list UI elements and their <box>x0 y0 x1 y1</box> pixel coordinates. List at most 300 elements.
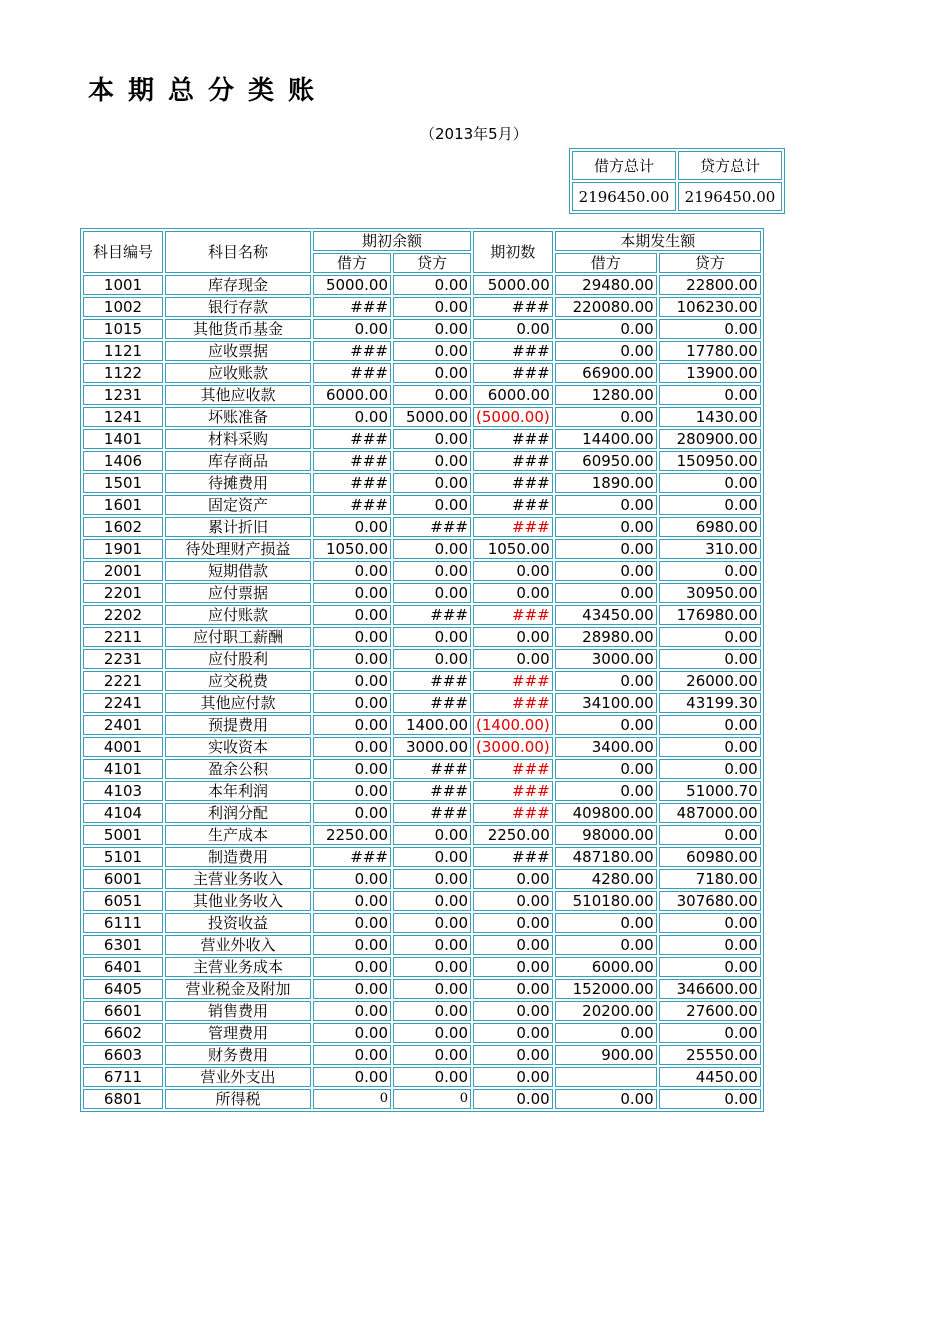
cell-period-credit[interactable]: 7180.00 <box>659 869 761 889</box>
cell-code[interactable]: 2211 <box>83 627 163 647</box>
period-subtitle: （2013年5月） <box>420 125 528 143</box>
cell-period-credit[interactable]: 0.00 <box>659 913 761 933</box>
cell-opening[interactable]: ### <box>473 451 553 471</box>
cell-opening[interactable]: 0.00 <box>473 935 553 955</box>
cell-code[interactable]: 1001 <box>83 275 163 295</box>
cell-ob-debit[interactable]: ### <box>313 429 391 449</box>
cell-period-debit[interactable]: 60950.00 <box>555 451 657 471</box>
cell-period-debit[interactable]: 0.00 <box>555 913 657 933</box>
cell-code[interactable]: 2231 <box>83 649 163 669</box>
cell-name[interactable]: 营业外收入 <box>165 935 311 955</box>
cell-code[interactable]: 6801 <box>83 1089 163 1109</box>
cell-ob-debit[interactable]: ### <box>313 847 391 867</box>
cell-period-debit[interactable]: 34100.00 <box>555 693 657 713</box>
cell-code[interactable]: 6111 <box>83 913 163 933</box>
cell-name[interactable]: 坏账准备 <box>165 407 311 427</box>
cell-period-debit[interactable]: 0.00 <box>555 671 657 691</box>
cell-opening[interactable]: ### <box>473 693 553 713</box>
cell-ob-credit[interactable]: ### <box>393 781 471 801</box>
cell-ob-credit[interactable]: 0.00 <box>393 891 471 911</box>
table-row <box>83 715 761 735</box>
cell-ob-debit[interactable]: 0.00 <box>313 781 391 801</box>
cell-ob-credit[interactable]: 0.00 <box>393 1023 471 1043</box>
table-row <box>83 825 761 845</box>
cell-opening[interactable]: 0.00 <box>473 1001 553 1021</box>
table-row <box>83 1067 761 1087</box>
cell-name[interactable]: 待摊费用 <box>165 473 311 493</box>
cell-name[interactable]: 财务费用 <box>165 1045 311 1065</box>
cell-opening[interactable]: ### <box>473 363 553 383</box>
cell-opening[interactable]: 0.00 <box>473 869 553 889</box>
cell-period-credit[interactable]: 0.00 <box>659 473 761 493</box>
cell-code[interactable]: 6401 <box>83 957 163 977</box>
cell-name[interactable]: 应收票据 <box>165 341 311 361</box>
cell-period-debit[interactable]: 0.00 <box>555 539 657 559</box>
cell-ob-credit[interactable]: ### <box>393 693 471 713</box>
cell-code[interactable]: 2202 <box>83 605 163 625</box>
cell-name[interactable]: 库存商品 <box>165 451 311 471</box>
cell-period-debit[interactable]: 66900.00 <box>555 363 657 383</box>
cell-name[interactable]: 盈余公积 <box>165 759 311 779</box>
table-row <box>83 671 761 691</box>
table-row <box>83 737 761 757</box>
cell-period-credit[interactable]: 176980.00 <box>659 605 761 625</box>
cell-opening[interactable]: ### <box>473 429 553 449</box>
cell-period-credit[interactable]: 487000.00 <box>659 803 761 823</box>
cell-period-debit[interactable]: 0.00 <box>555 1023 657 1043</box>
cell-period-debit[interactable]: 0.00 <box>555 495 657 515</box>
cell-opening[interactable]: ### <box>473 781 553 801</box>
cell-period-debit[interactable]: 0.00 <box>555 583 657 603</box>
cell-ob-credit[interactable]: 5000.00 <box>393 407 471 427</box>
cell-ob-debit[interactable]: 0.00 <box>313 737 391 757</box>
cell-period-credit[interactable]: 60980.00 <box>659 847 761 867</box>
table-row <box>83 957 761 977</box>
cell-name[interactable]: 投资收益 <box>165 913 311 933</box>
cell-ob-credit[interactable]: 0.00 <box>393 275 471 295</box>
cell-name[interactable]: 短期借款 <box>165 561 311 581</box>
cell-ob-credit[interactable]: 0.00 <box>393 979 471 999</box>
cell-opening[interactable]: ### <box>473 759 553 779</box>
cell-ob-debit[interactable]: 5000.00 <box>313 275 391 295</box>
cell-period-credit[interactable]: 30950.00 <box>659 583 761 603</box>
cell-opening[interactable]: ### <box>473 803 553 823</box>
cell-code[interactable]: 4001 <box>83 737 163 757</box>
cell-code[interactable]: 1002 <box>83 297 163 317</box>
cell-code[interactable]: 1406 <box>83 451 163 471</box>
cell-period-credit[interactable]: 307680.00 <box>659 891 761 911</box>
cell-period-debit[interactable]: 43450.00 <box>555 605 657 625</box>
cell-ob-credit[interactable]: 0.00 <box>393 429 471 449</box>
cell-ob-debit[interactable]: 6000.00 <box>313 385 391 405</box>
cell-period-credit[interactable]: 1430.00 <box>659 407 761 427</box>
cell-code[interactable]: 2221 <box>83 671 163 691</box>
cell-ob-credit[interactable]: 0.00 <box>393 847 471 867</box>
cell-ob-credit[interactable]: ### <box>393 759 471 779</box>
cell-opening[interactable]: 0.00 <box>473 957 553 977</box>
cell-opening[interactable]: 0.00 <box>473 979 553 999</box>
cell-ob-credit[interactable]: 0.00 <box>393 363 471 383</box>
cell-period-debit[interactable]: 14400.00 <box>555 429 657 449</box>
cell-opening[interactable]: 0.00 <box>473 891 553 911</box>
cell-ob-debit[interactable]: 0.00 <box>313 935 391 955</box>
cell-name[interactable]: 累计折旧 <box>165 517 311 537</box>
cell-ob-debit[interactable]: 0.00 <box>313 913 391 933</box>
cell-name[interactable]: 应付账款 <box>165 605 311 625</box>
cell-code[interactable]: 6602 <box>83 1023 163 1043</box>
cell-code[interactable]: 6405 <box>83 979 163 999</box>
cell-code[interactable]: 6603 <box>83 1045 163 1065</box>
cell-period-credit[interactable]: 51000.70 <box>659 781 761 801</box>
cell-ob-debit[interactable]: 0.00 <box>313 891 391 911</box>
cell-opening[interactable]: (3000.00) <box>473 737 553 757</box>
cell-ob-debit[interactable]: 1050.00 <box>313 539 391 559</box>
cell-period-credit[interactable]: 280900.00 <box>659 429 761 449</box>
cell-ob-credit[interactable]: 0.00 <box>393 341 471 361</box>
cell-opening[interactable]: 0.00 <box>473 627 553 647</box>
cell-code[interactable]: 2001 <box>83 561 163 581</box>
cell-ob-debit[interactable]: 0.00 <box>313 869 391 889</box>
cell-period-credit[interactable]: 0.00 <box>659 737 761 757</box>
cell-period-debit[interactable]: 220080.00 <box>555 297 657 317</box>
cell-period-debit[interactable] <box>555 1067 657 1087</box>
cell-name[interactable]: 预提费用 <box>165 715 311 735</box>
cell-ob-credit[interactable]: 0.00 <box>393 649 471 669</box>
cell-code[interactable]: 4104 <box>83 803 163 823</box>
cell-code[interactable]: 5001 <box>83 825 163 845</box>
cell-ob-debit[interactable]: ### <box>313 451 391 471</box>
cell-ob-debit[interactable]: 0.00 <box>313 407 391 427</box>
table-row <box>83 341 761 361</box>
ledger-table <box>80 228 764 1112</box>
cell-name[interactable]: 其他应付款 <box>165 693 311 713</box>
cell-name[interactable]: 应付股利 <box>165 649 311 669</box>
cell-code[interactable]: 6711 <box>83 1067 163 1087</box>
cell-ob-credit[interactable]: 0.00 <box>393 385 471 405</box>
cell-ob-credit[interactable]: 0.00 <box>393 1067 471 1087</box>
cell-period-credit[interactable]: 27600.00 <box>659 1001 761 1021</box>
table-row <box>83 979 761 999</box>
cell-ob-credit[interactable]: 0.00 <box>393 627 471 647</box>
cell-ob-credit[interactable]: 0.00 <box>393 495 471 515</box>
cell-code[interactable]: 2241 <box>83 693 163 713</box>
cell-opening[interactable]: ### <box>473 847 553 867</box>
cell-ob-debit[interactable]: ### <box>313 363 391 383</box>
cell-name[interactable]: 其他应收款 <box>165 385 311 405</box>
table-row <box>83 869 761 889</box>
table-row <box>83 649 761 669</box>
cell-ob-debit[interactable]: 0.00 <box>313 979 391 999</box>
cell-period-credit[interactable]: 0.00 <box>659 319 761 339</box>
cell-ob-credit[interactable]: 0.00 <box>393 825 471 845</box>
cell-code[interactable]: 6301 <box>83 935 163 955</box>
cell-ob-credit[interactable]: 0.00 <box>393 913 471 933</box>
header-code: 科目编号 <box>83 231 163 273</box>
cell-period-credit[interactable]: 0.00 <box>659 1089 761 1109</box>
cell-name[interactable]: 固定资产 <box>165 495 311 515</box>
cell-opening[interactable]: ### <box>473 495 553 515</box>
cell-opening[interactable]: ### <box>473 605 553 625</box>
cell-name[interactable]: 生产成本 <box>165 825 311 845</box>
cell-ob-credit[interactable]: ### <box>393 517 471 537</box>
header-period-debit: 借方 <box>555 253 657 273</box>
cell-opening[interactable]: 0.00 <box>473 1089 553 1109</box>
cell-opening[interactable]: 5000.00 <box>473 275 553 295</box>
cell-name[interactable]: 销售费用 <box>165 1001 311 1021</box>
cell-opening[interactable]: ### <box>473 297 553 317</box>
cell-name[interactable]: 营业税金及附加 <box>165 979 311 999</box>
cell-code[interactable]: 1401 <box>83 429 163 449</box>
cell-ob-debit[interactable]: 0.00 <box>313 627 391 647</box>
header-opening-number: 期初数 <box>473 231 553 273</box>
cell-period-credit[interactable]: 0.00 <box>659 957 761 977</box>
table-row <box>83 451 761 471</box>
cell-opening[interactable]: 0.00 <box>473 1067 553 1087</box>
cell-ob-debit[interactable]: 0.00 <box>313 759 391 779</box>
cell-period-credit[interactable]: 0.00 <box>659 561 761 581</box>
cell-period-credit[interactable]: 4450.00 <box>659 1067 761 1087</box>
cell-code[interactable]: 1015 <box>83 319 163 339</box>
cell-ob-debit[interactable]: 0.00 <box>313 1001 391 1021</box>
cell-name[interactable]: 应付票据 <box>165 583 311 603</box>
ledger-body <box>83 275 761 1109</box>
cell-period-debit[interactable]: 0.00 <box>555 517 657 537</box>
cell-period-debit[interactable]: 0.00 <box>555 935 657 955</box>
cell-code[interactable]: 1241 <box>83 407 163 427</box>
cell-code[interactable]: 5101 <box>83 847 163 867</box>
cell-period-debit[interactable]: 487180.00 <box>555 847 657 867</box>
cell-ob-debit[interactable]: 0.00 <box>313 561 391 581</box>
cell-period-debit[interactable]: 1280.00 <box>555 385 657 405</box>
cell-code[interactable]: 1901 <box>83 539 163 559</box>
cell-name[interactable]: 银行存款 <box>165 297 311 317</box>
table-row <box>83 847 761 867</box>
cell-period-debit[interactable]: 20200.00 <box>555 1001 657 1021</box>
cell-ob-debit[interactable]: 0.00 <box>313 319 391 339</box>
cell-opening[interactable]: 0.00 <box>473 913 553 933</box>
cell-ob-credit[interactable]: ### <box>393 605 471 625</box>
cell-opening[interactable]: 6000.00 <box>473 385 553 405</box>
cell-ob-credit[interactable]: 0.00 <box>393 539 471 559</box>
cell-ob-debit[interactable]: 2250.00 <box>313 825 391 845</box>
cell-name[interactable]: 主营业务收入 <box>165 869 311 889</box>
cell-name[interactable]: 管理费用 <box>165 1023 311 1043</box>
cell-period-credit[interactable]: 0.00 <box>659 627 761 647</box>
cell-opening[interactable]: 0.00 <box>473 319 553 339</box>
cell-ob-debit[interactable]: 0 <box>313 1089 391 1109</box>
cell-ob-debit[interactable]: 0.00 <box>313 715 391 735</box>
cell-period-credit[interactable]: 43199.30 <box>659 693 761 713</box>
cell-ob-debit[interactable]: 0.00 <box>313 1067 391 1087</box>
cell-ob-debit[interactable]: 0.00 <box>313 803 391 823</box>
cell-period-credit[interactable]: 0.00 <box>659 649 761 669</box>
cell-period-credit[interactable]: 150950.00 <box>659 451 761 471</box>
cell-code[interactable]: 1601 <box>83 495 163 515</box>
cell-period-debit[interactable]: 900.00 <box>555 1045 657 1065</box>
header-ob-credit: 贷方 <box>393 253 471 273</box>
cell-ob-debit[interactable]: 0.00 <box>313 517 391 537</box>
cell-ob-debit[interactable]: 0.00 <box>313 605 391 625</box>
cell-opening[interactable]: ### <box>473 517 553 537</box>
cell-ob-credit[interactable]: 0.00 <box>393 1001 471 1021</box>
cell-period-debit[interactable]: 1890.00 <box>555 473 657 493</box>
cell-name[interactable]: 营业外支出 <box>165 1067 311 1087</box>
cell-name[interactable]: 应交税费 <box>165 671 311 691</box>
cell-name[interactable]: 主营业务成本 <box>165 957 311 977</box>
cell-period-debit[interactable]: 4280.00 <box>555 869 657 889</box>
debit-total-label: 借方总计 <box>572 151 676 180</box>
cell-code[interactable]: 1501 <box>83 473 163 493</box>
cell-period-debit[interactable]: 0.00 <box>555 407 657 427</box>
cell-name[interactable]: 材料采购 <box>165 429 311 449</box>
cell-ob-debit[interactable]: 0.00 <box>313 957 391 977</box>
table-row <box>83 473 761 493</box>
cell-period-debit[interactable]: 3000.00 <box>555 649 657 669</box>
table-row <box>83 891 761 911</box>
cell-ob-debit[interactable]: 0.00 <box>313 649 391 669</box>
cell-opening[interactable]: 0.00 <box>473 649 553 669</box>
cell-ob-credit[interactable]: ### <box>393 803 471 823</box>
cell-code[interactable]: 4103 <box>83 781 163 801</box>
cell-period-credit[interactable]: 106230.00 <box>659 297 761 317</box>
cell-name[interactable]: 库存现金 <box>165 275 311 295</box>
cell-opening[interactable]: 2250.00 <box>473 825 553 845</box>
cell-code[interactable]: 6001 <box>83 869 163 889</box>
cell-ob-credit[interactable]: 0.00 <box>393 319 471 339</box>
cell-period-debit[interactable]: 0.00 <box>555 781 657 801</box>
cell-ob-credit[interactable]: 1400.00 <box>393 715 471 735</box>
cell-period-credit[interactable]: 26000.00 <box>659 671 761 691</box>
cell-code[interactable]: 6601 <box>83 1001 163 1021</box>
table-row <box>83 1023 761 1043</box>
table-row <box>83 561 761 581</box>
cell-code[interactable]: 1122 <box>83 363 163 383</box>
cell-code[interactable]: 1231 <box>83 385 163 405</box>
cell-period-debit[interactable]: 98000.00 <box>555 825 657 845</box>
cell-ob-credit[interactable]: 0.00 <box>393 1045 471 1065</box>
header-name: 科目名称 <box>165 231 311 273</box>
cell-ob-debit[interactable]: 0.00 <box>313 1045 391 1065</box>
cell-ob-credit[interactable]: 0.00 <box>393 957 471 977</box>
cell-period-credit[interactable]: 6980.00 <box>659 517 761 537</box>
cell-ob-credit[interactable]: 0.00 <box>393 935 471 955</box>
cell-name[interactable]: 待处理财产损益 <box>165 539 311 559</box>
table-row <box>83 539 761 559</box>
table-row <box>83 1001 761 1021</box>
cell-opening[interactable]: 0.00 <box>473 1023 553 1043</box>
cell-ob-debit[interactable]: 0.00 <box>313 671 391 691</box>
cell-ob-credit[interactable]: 0.00 <box>393 583 471 603</box>
cell-ob-credit[interactable]: 3000.00 <box>393 737 471 757</box>
cell-period-credit[interactable]: 0.00 <box>659 385 761 405</box>
cell-period-credit[interactable]: 0.00 <box>659 715 761 735</box>
cell-opening[interactable]: 0.00 <box>473 583 553 603</box>
cell-code[interactable]: 2201 <box>83 583 163 603</box>
cell-name[interactable]: 制造费用 <box>165 847 311 867</box>
cell-code[interactable]: 2401 <box>83 715 163 735</box>
cell-name[interactable]: 其他业务收入 <box>165 891 311 911</box>
cell-opening[interactable]: (1400.00) <box>473 715 553 735</box>
table-row <box>83 693 761 713</box>
table-row <box>83 363 761 383</box>
cell-period-credit[interactable]: 25550.00 <box>659 1045 761 1065</box>
cell-code[interactable]: 4101 <box>83 759 163 779</box>
cell-opening[interactable]: 1050.00 <box>473 539 553 559</box>
cell-name[interactable]: 利润分配 <box>165 803 311 823</box>
cell-period-credit[interactable]: 0.00 <box>659 825 761 845</box>
cell-code[interactable]: 6051 <box>83 891 163 911</box>
table-row <box>83 913 761 933</box>
cell-ob-credit[interactable]: ### <box>393 671 471 691</box>
cell-period-debit[interactable]: 409800.00 <box>555 803 657 823</box>
credit-total-value[interactable]: 2196450.00 <box>678 182 782 211</box>
cell-period-credit[interactable]: 17780.00 <box>659 341 761 361</box>
cell-name[interactable]: 应收账款 <box>165 363 311 383</box>
cell-ob-credit[interactable]: 0 <box>393 1089 471 1109</box>
cell-ob-credit[interactable]: 0.00 <box>393 561 471 581</box>
cell-period-debit[interactable]: 0.00 <box>555 341 657 361</box>
cell-period-credit[interactable]: 0.00 <box>659 759 761 779</box>
cell-opening[interactable]: 0.00 <box>473 561 553 581</box>
cell-period-credit[interactable]: 22800.00 <box>659 275 761 295</box>
cell-ob-debit[interactable]: 0.00 <box>313 583 391 603</box>
cell-opening[interactable]: ### <box>473 671 553 691</box>
cell-period-debit[interactable]: 0.00 <box>555 561 657 581</box>
cell-ob-debit[interactable]: ### <box>313 341 391 361</box>
cell-period-debit[interactable]: 28980.00 <box>555 627 657 647</box>
cell-period-debit[interactable]: 510180.00 <box>555 891 657 911</box>
cell-period-debit[interactable]: 3400.00 <box>555 737 657 757</box>
cell-period-credit[interactable]: 13900.00 <box>659 363 761 383</box>
cell-name[interactable]: 实收资本 <box>165 737 311 757</box>
cell-period-credit[interactable]: 0.00 <box>659 1023 761 1043</box>
cell-period-debit[interactable]: 0.00 <box>555 319 657 339</box>
cell-name[interactable]: 其他货币基金 <box>165 319 311 339</box>
cell-period-debit[interactable]: 0.00 <box>555 715 657 735</box>
cell-period-debit[interactable]: 29480.00 <box>555 275 657 295</box>
cell-period-credit[interactable]: 310.00 <box>659 539 761 559</box>
cell-name[interactable]: 应付职工薪酬 <box>165 627 311 647</box>
cell-name[interactable]: 所得税 <box>165 1089 311 1109</box>
cell-period-credit[interactable]: 346600.00 <box>659 979 761 999</box>
cell-name[interactable]: 本年利润 <box>165 781 311 801</box>
cell-ob-credit[interactable]: 0.00 <box>393 869 471 889</box>
table-row <box>83 1045 761 1065</box>
cell-ob-debit[interactable]: 0.00 <box>313 693 391 713</box>
table-row <box>83 781 761 801</box>
debit-total-value[interactable]: 2196450.00 <box>572 182 676 211</box>
cell-code[interactable]: 1602 <box>83 517 163 537</box>
cell-period-debit[interactable]: 0.00 <box>555 1089 657 1109</box>
cell-period-credit[interactable]: 0.00 <box>659 935 761 955</box>
cell-period-credit[interactable]: 0.00 <box>659 495 761 515</box>
cell-ob-debit[interactable]: ### <box>313 473 391 493</box>
cell-ob-debit[interactable]: ### <box>313 495 391 515</box>
cell-ob-debit[interactable]: 0.00 <box>313 1023 391 1043</box>
cell-opening[interactable]: ### <box>473 341 553 361</box>
cell-ob-credit[interactable]: 0.00 <box>393 297 471 317</box>
cell-ob-debit[interactable]: ### <box>313 297 391 317</box>
cell-ob-credit[interactable]: 0.00 <box>393 451 471 471</box>
cell-opening[interactable]: 0.00 <box>473 1045 553 1065</box>
cell-code[interactable]: 1121 <box>83 341 163 361</box>
cell-period-debit[interactable]: 6000.00 <box>555 957 657 977</box>
cell-ob-credit[interactable]: 0.00 <box>393 473 471 493</box>
cell-opening[interactable]: ### <box>473 473 553 493</box>
cell-opening[interactable]: (5000.00) <box>473 407 553 427</box>
cell-period-debit[interactable]: 152000.00 <box>555 979 657 999</box>
cell-period-debit[interactable]: 0.00 <box>555 759 657 779</box>
